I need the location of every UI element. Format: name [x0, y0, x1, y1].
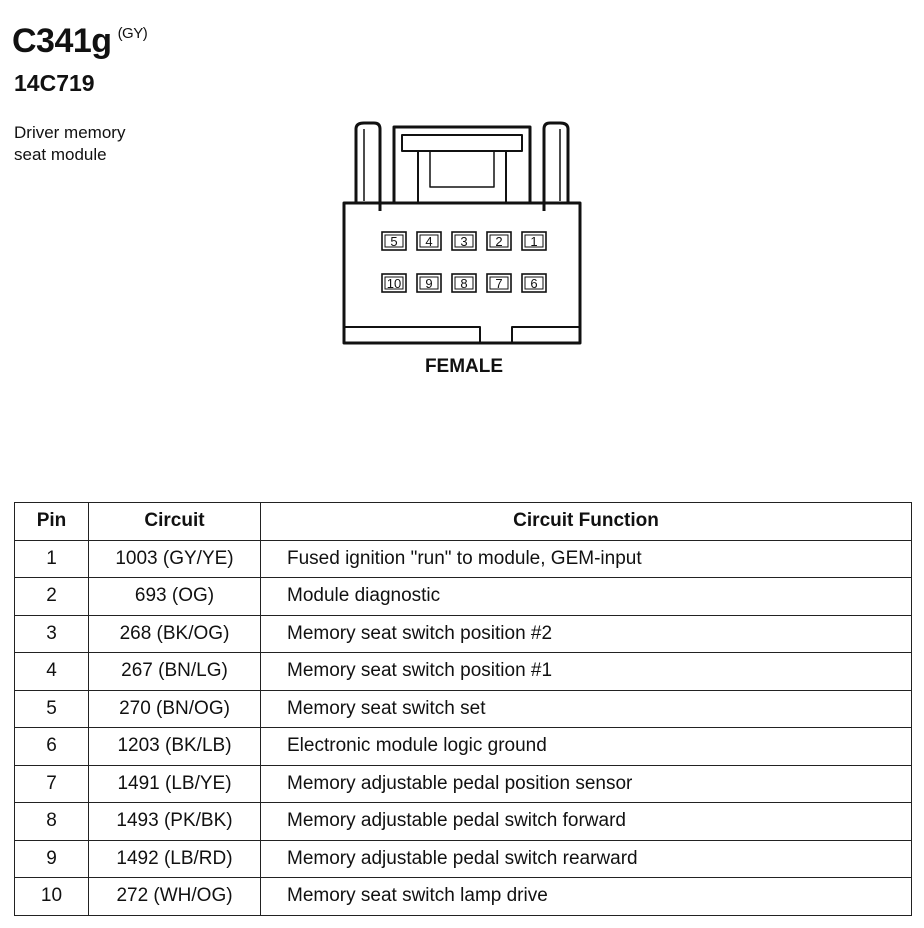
function-cell: Memory adjustable pedal switch forward: [261, 803, 912, 841]
header-pin: Pin: [15, 503, 89, 541]
pin-cell: 7: [15, 765, 89, 803]
pin-cell: 10: [15, 878, 89, 916]
connector-gender-label: FEMALE: [424, 356, 504, 377]
pinout-table: [14, 502, 912, 916]
description-line-2: seat module: [14, 145, 107, 164]
circuit-cell: 1491 (LB/YE): [89, 765, 261, 803]
table-header-row: [15, 503, 912, 541]
circuit-cell: 1492 (LB/RD): [89, 840, 261, 878]
circuit-cell: 1203 (BK/LB): [89, 728, 261, 766]
circuit-cell: 1493 (PK/BK): [89, 803, 261, 841]
part-number: 14C719: [14, 70, 95, 96]
pin-cell: 4: [15, 653, 89, 691]
function-cell: Memory adjustable pedal switch rearward: [261, 840, 912, 878]
pin-number-label: 2: [495, 234, 503, 249]
pin-number-label: 3: [460, 234, 468, 249]
table-row: [15, 653, 912, 691]
circuit-cell: 272 (WH/OG): [89, 878, 261, 916]
function-cell: Electronic module logic ground: [261, 728, 912, 766]
pin-number-label: 4: [425, 234, 433, 249]
bottom-key: [344, 327, 580, 343]
function-cell: Module diagnostic: [261, 578, 912, 616]
function-cell: Memory seat switch set: [261, 690, 912, 728]
pin-cell: 5: [15, 690, 89, 728]
pin-number-label: 6: [530, 276, 538, 291]
connector-id: [12, 22, 147, 61]
connector-id-text: C341g: [12, 22, 112, 60]
pin-number-label: 1: [530, 234, 538, 249]
table-row: [15, 803, 912, 841]
connector-face-diagram: [330, 115, 590, 355]
header-circuit: Circuit: [89, 503, 261, 541]
connector-housing: [344, 203, 580, 343]
circuit-cell: 267 (BN/LG): [89, 653, 261, 691]
table-row: [15, 840, 912, 878]
table-row: [15, 615, 912, 653]
table-row: [15, 765, 912, 803]
pin-cell: 1: [15, 540, 89, 578]
circuit-cell: 268 (BK/OG): [89, 615, 261, 653]
pin-number-label: 8: [460, 276, 468, 291]
function-cell: Memory adjustable pedal position sensor: [261, 765, 912, 803]
function-cell: Fused ignition "run" to module, GEM-input: [261, 540, 912, 578]
function-cell: Memory seat switch lamp drive: [261, 878, 912, 916]
pin-cell: 9: [15, 840, 89, 878]
pin-cell: 8: [15, 803, 89, 841]
center-lock: [394, 127, 530, 203]
left-latch: [356, 123, 380, 211]
circuit-cell: 1003 (GY/YE): [89, 540, 261, 578]
pin-number-label: 9: [425, 276, 433, 291]
pin-number-label: 10: [386, 276, 402, 291]
function-cell: Memory seat switch position #1: [261, 653, 912, 691]
component-description: [14, 122, 174, 166]
pin-cell: 6: [15, 728, 89, 766]
table-row: [15, 878, 912, 916]
right-latch: [544, 123, 568, 211]
circuit-cell: 693 (OG): [89, 578, 261, 616]
pin-number-label: 7: [495, 276, 503, 291]
table-row: [15, 690, 912, 728]
table-row: [15, 728, 912, 766]
table-row: [15, 540, 912, 578]
circuit-cell: 270 (BN/OG): [89, 690, 261, 728]
header-circuit-function: Circuit Function: [261, 503, 912, 541]
pin-number-label: 5: [390, 234, 398, 249]
color-code: (GY): [117, 25, 148, 42]
table-row: [15, 578, 912, 616]
pin-cell: 3: [15, 615, 89, 653]
function-cell: Memory seat switch position #2: [261, 615, 912, 653]
description-line-1: Driver memory: [14, 123, 126, 142]
pin-cell: 2: [15, 578, 89, 616]
